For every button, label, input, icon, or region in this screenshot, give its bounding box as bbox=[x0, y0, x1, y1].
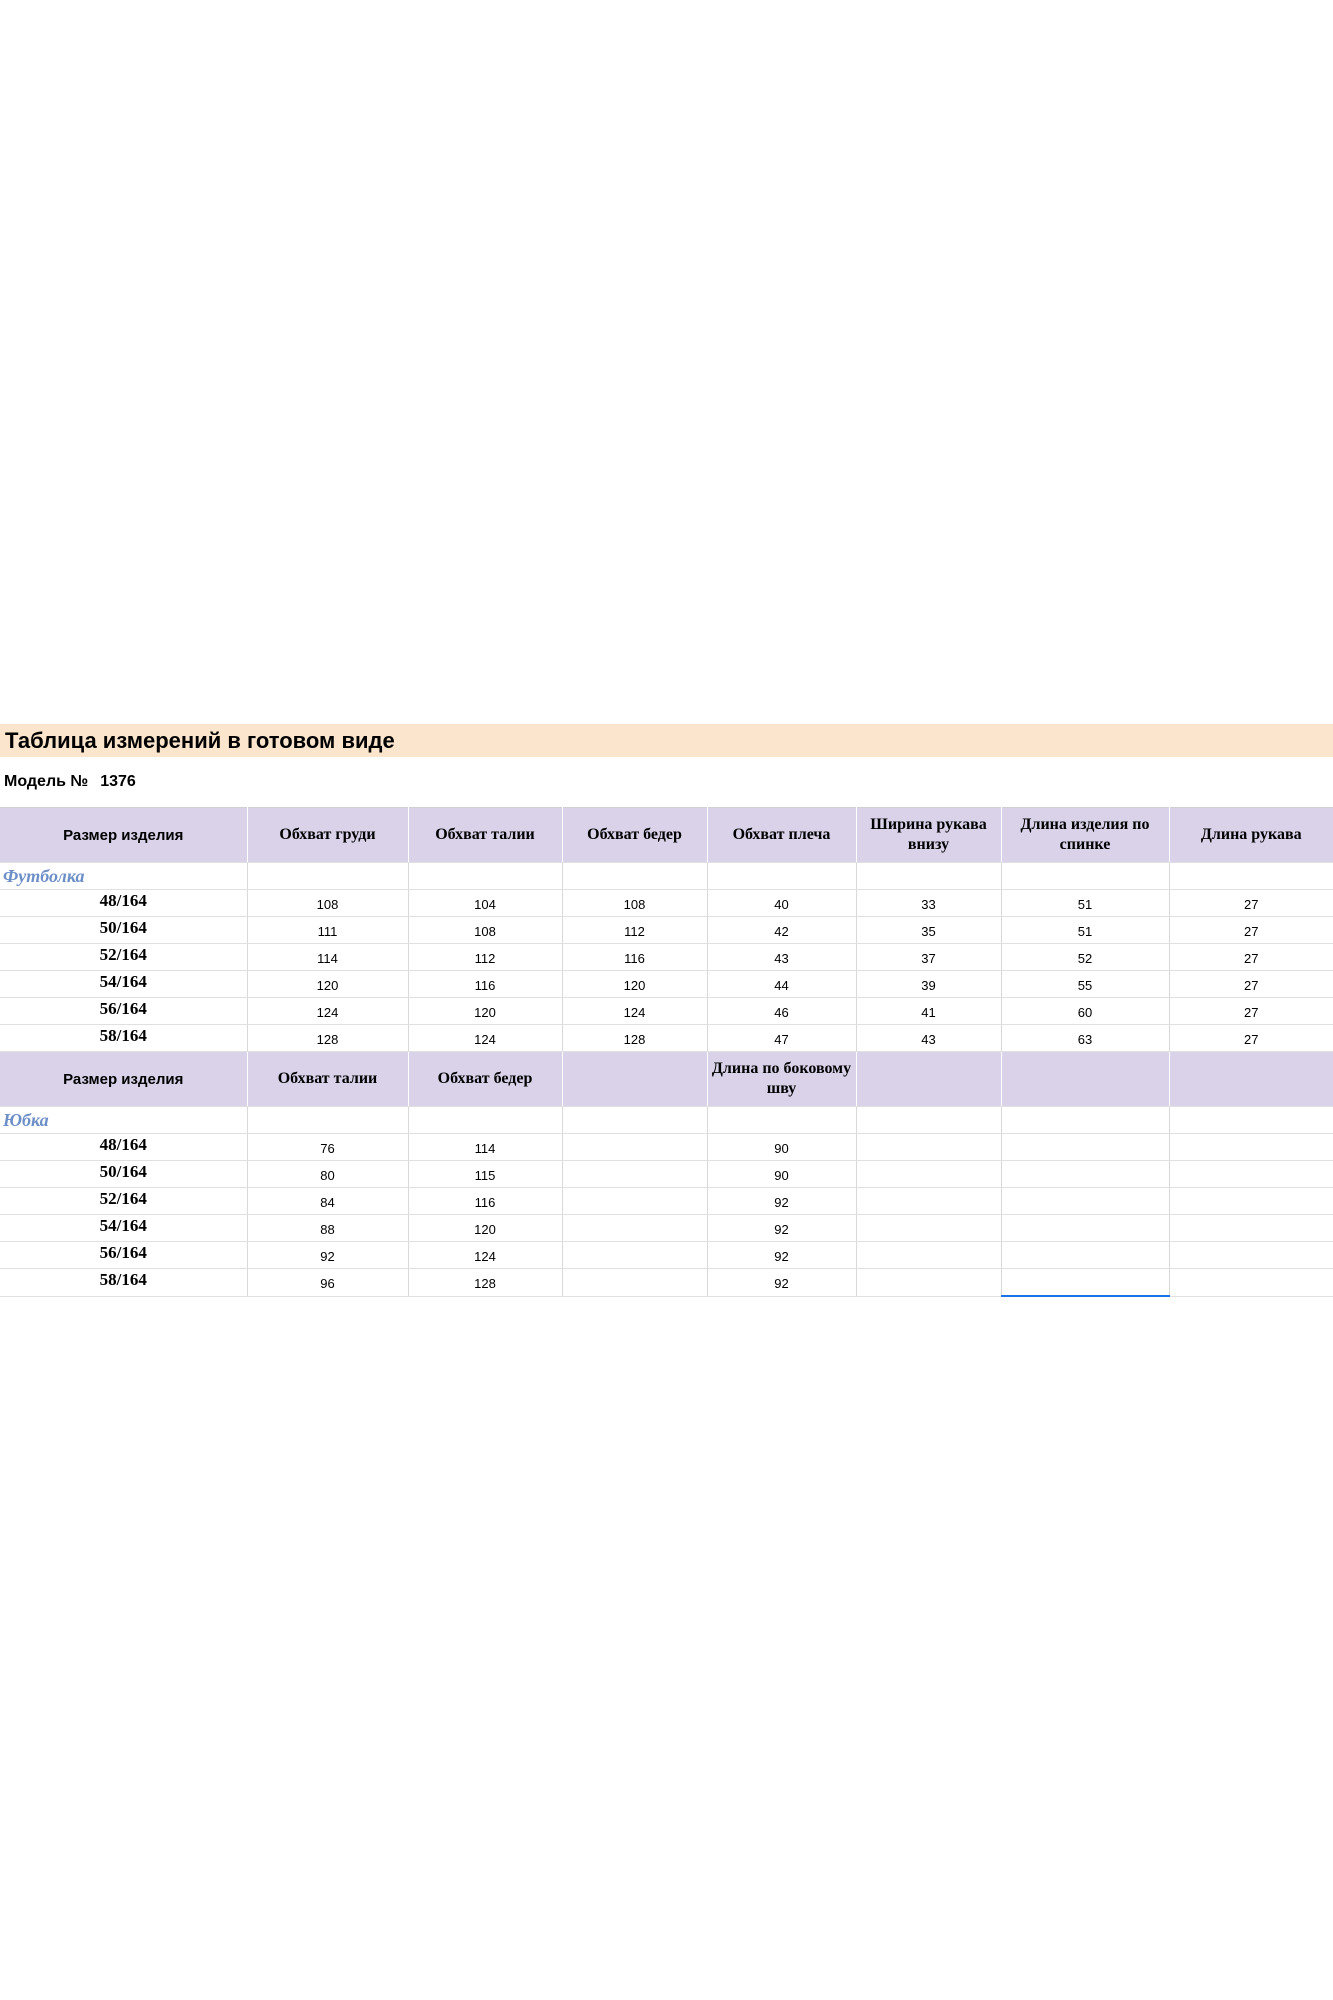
value-cell[interactable]: 116 bbox=[408, 1188, 562, 1215]
model-row bbox=[0, 757, 1333, 807]
table-row bbox=[0, 1242, 1333, 1269]
value-cell[interactable]: 92 bbox=[707, 1188, 856, 1215]
value-cell[interactable]: 84 bbox=[247, 1188, 408, 1215]
value-cell[interactable] bbox=[562, 1269, 707, 1297]
tshirt-header-row bbox=[0, 808, 1333, 863]
table-row bbox=[0, 1269, 1333, 1297]
value-cell[interactable]: 128 bbox=[562, 1025, 707, 1052]
value-cell[interactable]: 90 bbox=[707, 1134, 856, 1161]
skirt-header-cell[interactable] bbox=[856, 1052, 1001, 1107]
value-cell[interactable]: 108 bbox=[408, 917, 562, 944]
value-cell[interactable]: 80 bbox=[247, 1161, 408, 1188]
tshirt-header-cell[interactable]: Обхват талии bbox=[408, 808, 562, 863]
value-cell[interactable]: 112 bbox=[408, 944, 562, 971]
value-cell[interactable]: 114 bbox=[247, 944, 408, 971]
value-cell[interactable] bbox=[856, 1188, 1001, 1215]
value-cell[interactable]: 124 bbox=[408, 1025, 562, 1052]
value-cell[interactable]: 76 bbox=[247, 1134, 408, 1161]
value-cell[interactable]: 27 bbox=[1169, 998, 1333, 1025]
value-cell[interactable]: 27 bbox=[1169, 944, 1333, 971]
size-cell[interactable]: 58/164 bbox=[0, 1025, 247, 1052]
value-cell[interactable]: 55 bbox=[1001, 971, 1169, 998]
value-cell[interactable] bbox=[1001, 1188, 1169, 1215]
value-cell[interactable]: 35 bbox=[856, 917, 1001, 944]
skirt-header-cell[interactable] bbox=[562, 1052, 707, 1107]
table-row bbox=[0, 971, 1333, 998]
size-cell[interactable]: 54/164 bbox=[0, 1215, 247, 1242]
value-cell[interactable]: 108 bbox=[247, 890, 408, 917]
value-cell[interactable]: 116 bbox=[562, 944, 707, 971]
value-cell[interactable]: 27 bbox=[1169, 890, 1333, 917]
empty-cell[interactable] bbox=[562, 863, 707, 890]
size-cell[interactable]: 56/164 bbox=[0, 1242, 247, 1269]
value-cell[interactable]: 27 bbox=[1169, 1025, 1333, 1052]
empty-cell[interactable] bbox=[1169, 863, 1333, 890]
value-cell[interactable]: 42 bbox=[707, 917, 856, 944]
skirt-header-cell[interactable]: Обхват талии bbox=[247, 1052, 408, 1107]
skirt-header-cell[interactable] bbox=[1001, 1052, 1169, 1107]
value-cell[interactable]: 52 bbox=[1001, 944, 1169, 971]
value-cell[interactable]: 88 bbox=[247, 1215, 408, 1242]
skirt-section-row bbox=[0, 1107, 1333, 1134]
selected-cell[interactable] bbox=[1001, 1269, 1169, 1297]
value-cell[interactable]: 43 bbox=[707, 944, 856, 971]
table-row bbox=[0, 917, 1333, 944]
tshirt-header-cell[interactable]: Размер изделия bbox=[0, 808, 247, 863]
value-cell[interactable]: 44 bbox=[707, 971, 856, 998]
value-cell[interactable]: 124 bbox=[562, 998, 707, 1025]
size-cell[interactable]: 54/164 bbox=[0, 971, 247, 998]
value-cell[interactable]: 92 bbox=[707, 1215, 856, 1242]
value-cell[interactable]: 27 bbox=[1169, 971, 1333, 998]
size-cell[interactable]: 52/164 bbox=[0, 1188, 247, 1215]
skirt-section-label[interactable]: Юбка bbox=[0, 1107, 247, 1134]
value-cell[interactable]: 128 bbox=[408, 1269, 562, 1297]
model-number: 1376 bbox=[100, 773, 136, 790]
size-cell[interactable]: 48/164 bbox=[0, 1134, 247, 1161]
value-cell[interactable]: 112 bbox=[562, 917, 707, 944]
value-cell[interactable] bbox=[856, 1161, 1001, 1188]
value-cell[interactable]: 40 bbox=[707, 890, 856, 917]
value-cell[interactable]: 41 bbox=[856, 998, 1001, 1025]
value-cell[interactable]: 108 bbox=[562, 890, 707, 917]
measurement-table-body bbox=[0, 808, 1333, 1297]
value-cell[interactable] bbox=[1169, 1215, 1333, 1242]
size-cell[interactable]: 58/164 bbox=[0, 1269, 247, 1297]
table-row bbox=[0, 998, 1333, 1025]
value-cell[interactable]: 47 bbox=[707, 1025, 856, 1052]
value-cell[interactable]: 27 bbox=[1169, 917, 1333, 944]
empty-cell[interactable] bbox=[856, 863, 1001, 890]
skirt-header-cell[interactable]: Размер изделия bbox=[0, 1052, 247, 1107]
tshirt-header-cell[interactable]: Ширина рукава внизу bbox=[856, 808, 1001, 863]
value-cell[interactable] bbox=[1169, 1188, 1333, 1215]
value-cell[interactable]: 124 bbox=[408, 1242, 562, 1269]
value-cell[interactable]: 120 bbox=[247, 971, 408, 998]
size-cell[interactable]: 50/164 bbox=[0, 1161, 247, 1188]
sheet-title-band bbox=[0, 724, 1333, 757]
empty-cell[interactable] bbox=[408, 863, 562, 890]
value-cell[interactable]: 114 bbox=[408, 1134, 562, 1161]
skirt-header-cell[interactable]: Длина по боковому шву bbox=[707, 1052, 856, 1107]
empty-cell[interactable] bbox=[562, 1107, 707, 1134]
skirt-header-cell[interactable]: Обхват бедер bbox=[408, 1052, 562, 1107]
value-cell[interactable]: 90 bbox=[707, 1161, 856, 1188]
measurement-sheet bbox=[0, 724, 1333, 1297]
empty-cell[interactable] bbox=[1001, 1107, 1169, 1134]
value-cell[interactable] bbox=[856, 1269, 1001, 1297]
value-cell[interactable] bbox=[1001, 1242, 1169, 1269]
value-cell[interactable]: 92 bbox=[247, 1242, 408, 1269]
value-cell[interactable]: 104 bbox=[408, 890, 562, 917]
tshirt-header-cell[interactable]: Длина рукава bbox=[1169, 808, 1333, 863]
table-row bbox=[0, 1215, 1333, 1242]
value-cell[interactable]: 51 bbox=[1001, 890, 1169, 917]
size-cell[interactable]: 56/164 bbox=[0, 998, 247, 1025]
table-row bbox=[0, 1161, 1333, 1188]
value-cell[interactable]: 37 bbox=[856, 944, 1001, 971]
empty-cell[interactable] bbox=[408, 1107, 562, 1134]
value-cell[interactable]: 33 bbox=[856, 890, 1001, 917]
tshirt-header-cell[interactable]: Обхват плеча bbox=[707, 808, 856, 863]
empty-cell[interactable] bbox=[856, 1107, 1001, 1134]
model-label: Модель № bbox=[4, 773, 89, 790]
value-cell[interactable] bbox=[562, 1215, 707, 1242]
value-cell[interactable]: 39 bbox=[856, 971, 1001, 998]
value-cell[interactable]: 120 bbox=[562, 971, 707, 998]
value-cell[interactable]: 51 bbox=[1001, 917, 1169, 944]
tshirt-header-cell[interactable]: Обхват груди bbox=[247, 808, 408, 863]
tshirt-section-row bbox=[0, 863, 1333, 890]
empty-cell[interactable] bbox=[1001, 863, 1169, 890]
tshirt-header-cell[interactable]: Обхват бедер bbox=[562, 808, 707, 863]
empty-cell[interactable] bbox=[707, 1107, 856, 1134]
value-cell[interactable] bbox=[1169, 1134, 1333, 1161]
skirt-header-cell[interactable] bbox=[1169, 1052, 1333, 1107]
skirt-header-row bbox=[0, 1052, 1333, 1107]
value-cell[interactable]: 60 bbox=[1001, 998, 1169, 1025]
value-cell[interactable] bbox=[1001, 1215, 1169, 1242]
value-cell[interactable] bbox=[1001, 1161, 1169, 1188]
value-cell[interactable] bbox=[562, 1134, 707, 1161]
table-row bbox=[0, 1134, 1333, 1161]
value-cell[interactable] bbox=[856, 1215, 1001, 1242]
value-cell[interactable]: 115 bbox=[408, 1161, 562, 1188]
value-cell[interactable]: 92 bbox=[707, 1269, 856, 1297]
size-cell[interactable]: 48/164 bbox=[0, 890, 247, 917]
value-cell[interactable] bbox=[1169, 1242, 1333, 1269]
tshirt-header-cell[interactable]: Длина изделия по спинке bbox=[1001, 808, 1169, 863]
empty-cell[interactable] bbox=[1169, 1107, 1333, 1134]
value-cell[interactable] bbox=[1169, 1269, 1333, 1297]
measurement-table bbox=[0, 807, 1333, 1297]
size-cell[interactable]: 52/164 bbox=[0, 944, 247, 971]
table-row bbox=[0, 944, 1333, 971]
value-cell[interactable]: 92 bbox=[707, 1242, 856, 1269]
value-cell[interactable]: 120 bbox=[408, 1215, 562, 1242]
value-cell[interactable] bbox=[562, 1242, 707, 1269]
value-cell[interactable]: 46 bbox=[707, 998, 856, 1025]
empty-cell[interactable] bbox=[707, 863, 856, 890]
value-cell[interactable] bbox=[562, 1188, 707, 1215]
tshirt-section-label[interactable]: Футболка bbox=[0, 863, 247, 890]
empty-cell[interactable] bbox=[247, 1107, 408, 1134]
table-row bbox=[0, 1025, 1333, 1052]
table-row bbox=[0, 1188, 1333, 1215]
value-cell[interactable] bbox=[856, 1134, 1001, 1161]
value-cell[interactable]: 128 bbox=[247, 1025, 408, 1052]
table-row bbox=[0, 890, 1333, 917]
value-cell[interactable] bbox=[1169, 1161, 1333, 1188]
value-cell[interactable]: 124 bbox=[247, 998, 408, 1025]
value-cell[interactable] bbox=[856, 1242, 1001, 1269]
value-cell[interactable]: 120 bbox=[408, 998, 562, 1025]
value-cell[interactable] bbox=[1001, 1134, 1169, 1161]
value-cell[interactable]: 111 bbox=[247, 917, 408, 944]
empty-cell[interactable] bbox=[247, 863, 408, 890]
value-cell[interactable]: 63 bbox=[1001, 1025, 1169, 1052]
size-cell[interactable]: 50/164 bbox=[0, 917, 247, 944]
value-cell[interactable]: 96 bbox=[247, 1269, 408, 1297]
sheet-title: Таблица измерений в готовом виде bbox=[5, 727, 395, 753]
value-cell[interactable]: 116 bbox=[408, 971, 562, 998]
value-cell[interactable]: 43 bbox=[856, 1025, 1001, 1052]
value-cell[interactable] bbox=[562, 1161, 707, 1188]
